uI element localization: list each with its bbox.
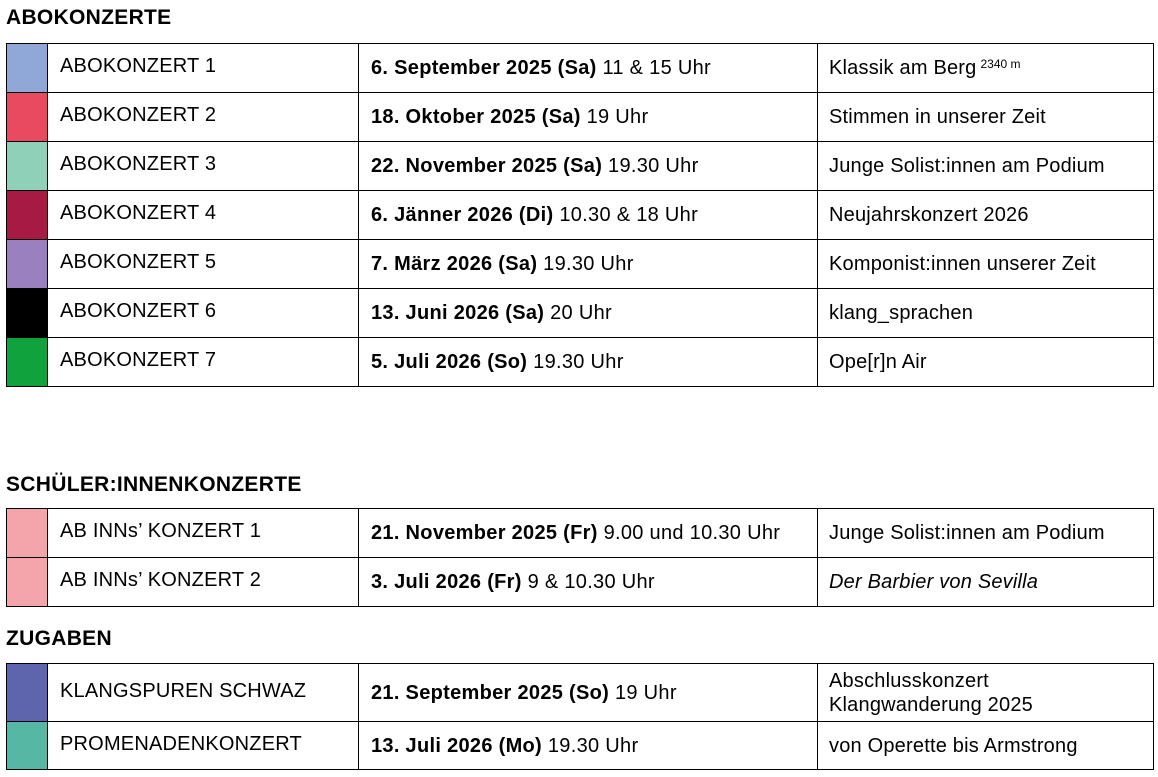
concert-name: KLANGSPUREN SCHWAZ: [60, 679, 307, 702]
schuelerinnenkonzerte-table: [6, 508, 1154, 607]
color-swatch: [7, 664, 48, 722]
concert-date: 21. September 2025 (So): [371, 681, 610, 704]
concert-description: Neujahrskonzert 2026: [818, 191, 1154, 240]
table-row: [7, 44, 1154, 93]
concert-description: Junge Solist:innen am Podium: [818, 142, 1154, 191]
concert-description-line-1: Abschlusskonzert: [829, 669, 989, 692]
concert-time: 19 Uhr: [586, 106, 649, 128]
concert-time: 19.30 Uhr: [543, 253, 634, 275]
table-row: [7, 338, 1154, 387]
table-row: [7, 93, 1154, 142]
table-row: [7, 664, 1154, 722]
concert-time: 10.30 & 18 Uhr: [559, 204, 699, 226]
zugaben-table: [6, 663, 1154, 770]
concert-name: ABOKONZERT 7: [60, 349, 217, 371]
concert-date: 6. September 2025 (Sa): [371, 57, 597, 79]
table-row: [7, 142, 1154, 191]
color-swatch: [7, 142, 48, 191]
concert-name: ABOKONZERT 1: [60, 55, 217, 77]
table-row: [7, 722, 1154, 770]
concert-description: von Operette bis Armstrong: [818, 722, 1154, 770]
concert-name: ABOKONZERT 5: [60, 251, 217, 273]
concert-name: ABOKONZERT 3: [60, 153, 217, 175]
concert-description: Stimmen in unserer Zeit: [818, 93, 1154, 142]
concert-name: AB INNs’ KONZERT 1: [60, 520, 262, 542]
concert-time: 20 Uhr: [550, 302, 612, 324]
concert-description-line-2: Klangwanderung 2025: [829, 693, 1033, 716]
concert-description: Komponist:innen unserer Zeit: [818, 240, 1154, 289]
concert-date: 5. Juli 2026 (So): [371, 351, 528, 373]
concert-name: PROMENADENKONZERT: [60, 732, 302, 755]
concert-time: 9.00 und 10.30 Uhr: [603, 522, 781, 544]
concert-date: 6. Jänner 2026 (Di): [371, 204, 554, 226]
color-swatch: [7, 509, 48, 558]
table-row: [7, 289, 1154, 338]
concert-description: Klassik am Berg: [829, 57, 977, 79]
concert-time: 19.30 Uhr: [547, 734, 639, 757]
concert-description: Ope[r]n Air: [818, 338, 1154, 387]
concert-date: 22. November 2025 (Sa): [371, 155, 603, 177]
color-swatch: [7, 289, 48, 338]
section-title-abokonzerte: ABOKONZERTE: [6, 6, 172, 29]
table-row: [7, 191, 1154, 240]
color-swatch: [7, 240, 48, 289]
concert-date: 7. März 2026 (Sa): [371, 253, 538, 275]
concert-name: AB INNs’ KONZERT 2: [60, 569, 262, 591]
table-row: [7, 240, 1154, 289]
section-title-schuelerinnenkonzerte: SCHÜLER:INNENKONZERTE: [6, 473, 302, 496]
color-swatch: [7, 191, 48, 240]
concert-name: ABOKONZERT 2: [60, 104, 217, 126]
concert-description: Der Barbier von Sevilla: [818, 558, 1154, 607]
color-swatch: [7, 558, 48, 607]
table-row: [7, 509, 1154, 558]
concert-description: Junge Solist:innen am Podium: [818, 509, 1154, 558]
concert-date: 18. Oktober 2025 (Sa): [371, 106, 581, 128]
color-swatch: [7, 722, 48, 770]
concert-time: 19.30 Uhr: [608, 155, 699, 177]
concert-date: 3. Juli 2026 (Fr): [371, 571, 522, 593]
concert-time: 19 Uhr: [614, 681, 677, 704]
concert-time: 19.30 Uhr: [533, 351, 624, 373]
concert-time: 11 & 15 Uhr: [602, 57, 712, 79]
section-title-zugaben: ZUGABEN: [6, 627, 112, 650]
concert-date: 13. Juni 2026 (Sa): [371, 302, 545, 324]
concert-date: 21. November 2025 (Fr): [371, 522, 598, 544]
table-row: [7, 558, 1154, 607]
concert-name: ABOKONZERT 4: [60, 202, 217, 224]
altitude-superscript: 2340 m: [980, 57, 1021, 71]
color-swatch: [7, 44, 48, 93]
abokonzerte-table: [6, 43, 1154, 387]
concert-date: 13. Juli 2026 (Mo): [371, 734, 543, 757]
color-swatch: [7, 93, 48, 142]
concert-name: ABOKONZERT 6: [60, 300, 217, 322]
concert-time: 9 & 10.30 Uhr: [527, 571, 655, 593]
concert-description: klang_sprachen: [818, 289, 1154, 338]
color-swatch: [7, 338, 48, 387]
